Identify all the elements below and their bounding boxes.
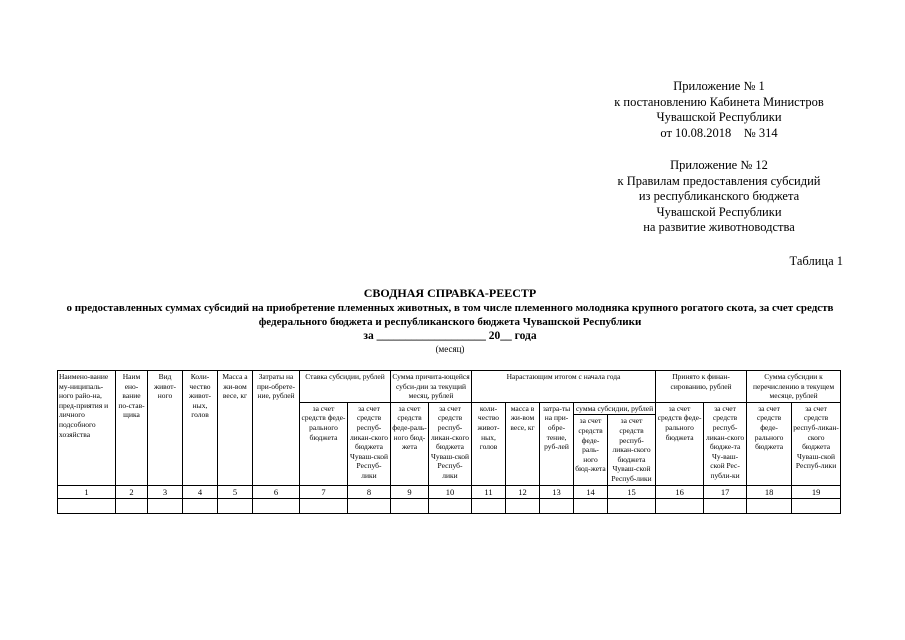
data-cell — [540, 498, 574, 513]
header-transfer: Сумма субсидии к перечислению в текущем месяце, рублей — [747, 371, 841, 403]
header-cum-count: коли-чество живот-ных, голов — [472, 402, 506, 485]
header-tr-fed: за счет средств феде-рального бюджета — [747, 402, 792, 485]
empty-data-row — [58, 498, 841, 513]
column-number-row — [58, 485, 841, 498]
table-label: Таблица 1 — [789, 254, 843, 268]
column-number: 5 — [218, 485, 253, 498]
appendix-1-line: к постановлению Кабинета Министров — [614, 94, 824, 109]
data-cell — [300, 498, 348, 513]
data-cell — [704, 498, 747, 513]
header-due: Сумма причита-ющейся субси-дии за текущий месяц, рублей — [391, 371, 472, 403]
header-due-rep: за счет средств респуб-ликан-ского бюджета Чуваш-ской Респуб-лики — [429, 402, 472, 485]
column-number: 15 — [608, 485, 656, 498]
data-cell — [253, 498, 300, 513]
data-cell — [747, 498, 792, 513]
data-cell — [608, 498, 656, 513]
column-number: 9 — [391, 485, 429, 498]
column-number: 14 — [574, 485, 608, 498]
appendix-12-line: Чувашской Республики — [656, 204, 782, 219]
header-acc-rep: за счет средств респуб-ликан-ского бюдже-та Чу-ваш-ской Рес-публи-ки — [704, 402, 747, 485]
column-number: 8 — [348, 485, 391, 498]
column-number: 16 — [656, 485, 704, 498]
appendix-12-block — [560, 158, 878, 236]
header-rate-fed: за счет средств феде-рального бюджета — [300, 402, 348, 485]
column-number: 3 — [148, 485, 183, 498]
data-cell — [656, 498, 704, 513]
reporting-period: за ___________________ 20__ года — [363, 330, 537, 342]
header-name: Наимено-вание му-ниципаль-ного райо-на, пред-приятия и личного подсобного хозяйства — [58, 371, 116, 486]
header-tr-rep: за счет средств респуб-ликан-ского бюджета Чуваш-ской Респуб-лики — [792, 402, 841, 485]
header-rate-rep: за счет средств респуб-ликан-ского бюджета Чуваш-ской Респуб-лики — [348, 402, 391, 485]
data-cell — [506, 498, 540, 513]
data-cell — [391, 498, 429, 513]
appendix-1-block — [560, 79, 878, 141]
column-number: 17 — [704, 485, 747, 498]
document-subtitle: о предоставленных суммах субсидий на приобретение племенных животных, в том числе племенного молодняка крупного рогатого скота, за счет средств федерального бюджета и республиканского бюджета Чувашской Республики — [66, 302, 834, 328]
data-cell — [472, 498, 506, 513]
appendix-12-line: Приложение № 12 — [670, 158, 768, 172]
column-number: 2 — [116, 485, 148, 498]
column-number: 12 — [506, 485, 540, 498]
data-cell — [183, 498, 218, 513]
header-cum-costs: затра-ты на при-обре-тение, руб-лей — [540, 402, 574, 485]
appendix-12-line: к Правилам предоставления субсидий — [617, 173, 821, 188]
data-cell — [792, 498, 841, 513]
column-number: 6 — [253, 485, 300, 498]
column-number: 18 — [747, 485, 792, 498]
data-cell — [348, 498, 391, 513]
column-number: 11 — [472, 485, 506, 498]
column-number: 10 — [429, 485, 472, 498]
appendix-1-line: Чувашской Республики — [656, 110, 782, 124]
column-number: 19 — [792, 485, 841, 498]
registry-table — [57, 370, 841, 514]
column-number: 4 — [183, 485, 218, 498]
appendix-12-line: из республиканского бюджета — [638, 189, 800, 203]
header-weight: Масса а жи-вом весе, кг — [218, 371, 253, 486]
header-rate: Ставка субсидии, рублей — [300, 371, 391, 403]
data-cell — [116, 498, 148, 513]
header-count: Коли-чество живот-ных, голов — [183, 371, 218, 486]
data-cell — [58, 498, 116, 513]
data-cell — [218, 498, 253, 513]
appendix-1-line: от 10.08.2018 № 314 — [660, 125, 778, 140]
column-number: 13 — [540, 485, 574, 498]
header-supplier: Наим ено-вание по-став-щика — [116, 371, 148, 486]
column-number: 7 — [300, 485, 348, 498]
header-species: Вид живот-ного — [148, 371, 183, 486]
header-costs: Затраты на при-обрете-ние, рублей — [253, 371, 300, 486]
data-cell — [148, 498, 183, 513]
header-row — [58, 371, 841, 403]
header-cum-fed: за счет средств феде-раль-ного бюд-жета — [574, 415, 608, 485]
appendix-1-line: Приложение № 1 — [673, 79, 765, 93]
document-title: СВОДНАЯ СПРАВКА-РЕЕСТР — [363, 286, 537, 300]
header-acc-fed: за счет средств феде-рального бюджета — [656, 402, 704, 485]
period-month-note: (месяц) — [435, 344, 465, 354]
header-cumulative: Нарастающим итогом с начала года — [472, 371, 656, 403]
column-number: 1 — [58, 485, 116, 498]
header-cum-subsidy: сумма субсидии, рублей — [574, 402, 656, 415]
header-cum-rep: за счет средств респуб-ликан-ского бюджета Чуваш-ской Респуб-лики — [608, 415, 656, 485]
header-due-fed: за счет средств феде-раль-ного бюд-жета — [391, 402, 429, 485]
data-cell — [429, 498, 472, 513]
appendix-12-line: на развитие животноводства — [643, 220, 795, 234]
header-accepted: Принято к финан-сированию, рублей — [656, 371, 747, 403]
header-cum-weight: масса в жи-вом весе, кг — [506, 402, 540, 485]
data-cell — [574, 498, 608, 513]
